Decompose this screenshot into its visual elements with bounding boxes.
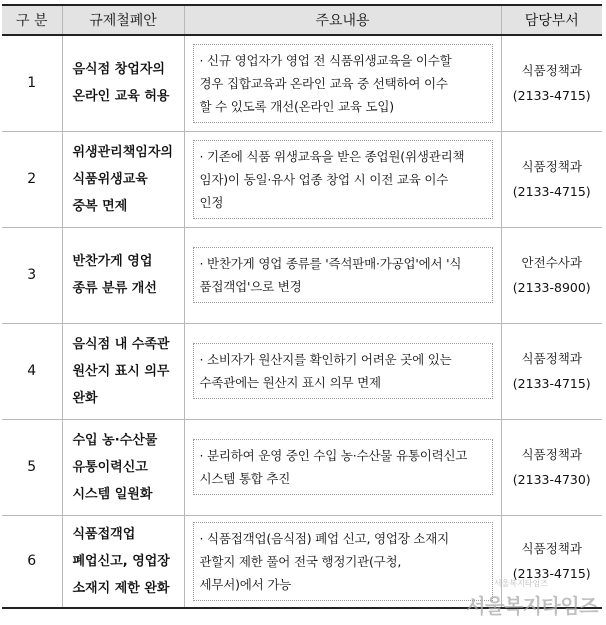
header-content: 주요내용 xyxy=(184,5,501,35)
row-number: 3 xyxy=(2,227,62,323)
header-title: 규제철폐안 xyxy=(62,5,184,35)
row-number: 2 xyxy=(2,131,62,227)
row-dept-name: 안전수사과 xyxy=(521,255,582,270)
table-header-row xyxy=(2,5,602,35)
row-content-line: · 식품접객업(음식점) 폐업 신고, 영업장 소재지 xyxy=(199,530,450,546)
row-content-line: · 소비자가 원산지를 확인하기 어려운 곳에 있는 xyxy=(199,352,452,367)
row-title xyxy=(62,227,184,323)
row-number: 6 xyxy=(2,515,62,608)
table-row xyxy=(2,227,602,323)
row-number: 4 xyxy=(2,323,62,419)
row-content-line: · 반찬가게 영업 종류를 '즉석판매·가공업'에서 '식 xyxy=(199,256,462,271)
row-dept-name: 식품정책과 xyxy=(521,159,582,174)
row-dept xyxy=(501,131,602,227)
row-title-line: 종류 분류 개선 xyxy=(72,281,157,296)
regulation-table-container xyxy=(2,4,602,609)
row-title-line: 시스템 일원화 xyxy=(72,486,153,502)
row-title xyxy=(62,515,184,608)
row-dept-name: 식품정책과 xyxy=(521,541,582,557)
row-dept xyxy=(501,419,602,515)
row-content xyxy=(184,515,501,608)
row-content-box xyxy=(193,522,493,601)
row-content-box xyxy=(193,140,493,219)
header-num: 구 분 xyxy=(2,5,62,35)
table-row xyxy=(2,419,602,515)
row-title-line: 중복 면제 xyxy=(72,198,128,214)
row-title-line: 폐업신고, 영업장 xyxy=(72,553,170,569)
row-dept-name: 식품정책과 xyxy=(521,447,582,462)
row-content-line: 관할지 제한 풀어 전국 행정기관(구청, xyxy=(199,553,402,569)
row-dept-phone: (2133-8900) xyxy=(512,280,591,295)
row-title-line: 소재지 제한 완화 xyxy=(72,580,170,596)
table-body xyxy=(2,35,602,608)
row-title xyxy=(62,323,184,419)
watermark-small-text: 서울복지타임즈 xyxy=(493,579,548,588)
row-content xyxy=(184,35,501,131)
row-content-line: 품접객업'으로 변경 xyxy=(199,279,302,294)
row-content-line: 할 수 있도록 개선(온라인 교육 도입) xyxy=(199,98,394,114)
row-title-line: 원산지 표시 의무 xyxy=(72,363,170,379)
row-title-line: 음식점 내 수족관 xyxy=(72,336,170,352)
row-title xyxy=(62,419,184,515)
row-title-line: 반찬가게 영업 xyxy=(72,254,153,269)
row-content xyxy=(184,323,501,419)
row-title-line: 완화 xyxy=(72,390,98,406)
row-dept-phone: (2133-4715) xyxy=(512,88,591,104)
table-row xyxy=(2,35,602,131)
row-title xyxy=(62,131,184,227)
regulation-table xyxy=(2,4,602,609)
row-dept-name: 식품정책과 xyxy=(521,63,582,79)
row-title-line: 위생관리책임자의 xyxy=(72,144,173,160)
row-dept-phone: (2133-4715) xyxy=(512,376,591,391)
row-content-box xyxy=(193,44,493,123)
row-dept-phone: (2133-4715) xyxy=(512,566,591,582)
row-dept-phone: (2133-4715) xyxy=(512,184,591,199)
row-title-line: 음식점 창업자의 xyxy=(72,62,165,78)
row-content xyxy=(184,419,501,515)
row-dept xyxy=(501,227,602,323)
row-dept xyxy=(501,323,602,419)
row-content-line: 수족관에는 원산지 표시 의무 면제 xyxy=(199,375,381,390)
row-dept xyxy=(501,35,602,131)
row-dept-name: 식품정책과 xyxy=(521,351,582,366)
row-title-line: 식품접객업 xyxy=(72,526,136,542)
row-title-line: 수입 농·수산물 xyxy=(72,432,158,448)
row-dept-phone: (2133-4730) xyxy=(512,472,591,487)
row-content-line: · 분리하여 운영 중인 수입 농·수산물 유통이력신고 xyxy=(199,448,468,463)
row-content-line: 시스템 통합 추진 xyxy=(199,471,291,486)
row-title xyxy=(62,35,184,131)
row-title-line: 온라인 교육 허용 xyxy=(72,89,170,105)
row-content-box xyxy=(193,343,493,399)
row-number: 1 xyxy=(2,35,62,131)
row-content-line: · 신규 영업자가 영업 전 식품위생교육을 이수할 xyxy=(199,52,452,68)
row-number: 5 xyxy=(2,419,62,515)
row-title-line: 유통이력신고 xyxy=(72,459,148,475)
row-content-line: 임자)이 동일·유사 업종 창업 시 이전 교육 이수 xyxy=(199,171,449,187)
header-dept: 담당부서 xyxy=(501,5,602,35)
table-row xyxy=(2,131,602,227)
row-content xyxy=(184,131,501,227)
row-content-line: 인정 xyxy=(199,194,224,210)
row-content-line: 경우 집합교육과 온라인 교육 중 선택하여 이수 xyxy=(199,75,448,91)
row-content-box xyxy=(193,439,493,495)
row-content xyxy=(184,227,501,323)
row-content-box xyxy=(193,247,493,303)
table-row xyxy=(2,323,602,419)
row-content-line: · 기존에 식품 위생교육을 받은 종업원(위생관리책 xyxy=(199,148,465,164)
row-content-line: 세무서)에서 가능 xyxy=(199,576,292,592)
watermark-logo-text: 서울복지타임즈 xyxy=(466,594,598,618)
row-title-line: 식품위생교육 xyxy=(72,171,148,187)
